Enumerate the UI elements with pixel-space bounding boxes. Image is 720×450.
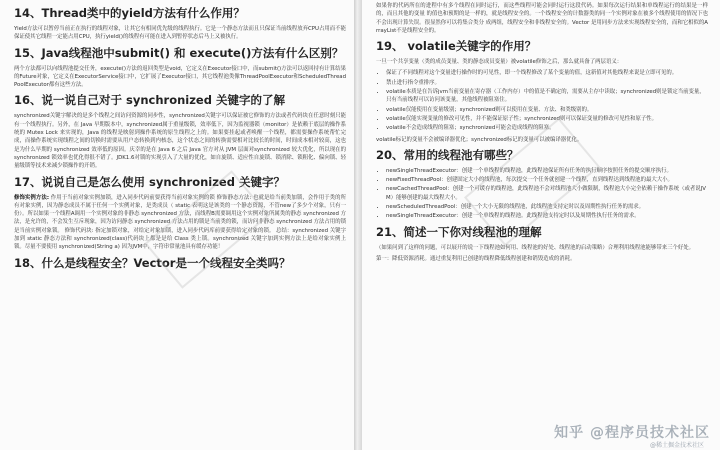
bullet-item: • volatile仅能使用在变量级别；synchronized则可以使用在变量、方法、和类级别的。	[386, 106, 708, 114]
bullet-item: • 保证了不同线程对这个变量进行操作时的可见性，即一个线程修改了某个变量的值，这新值对其他线程来说是立即可见的。	[386, 69, 708, 77]
bullet-item: • volatile本质是在告诉jvm当前变量在寄存器（工作内存）中的值是不确定的，需要从主存中读取；synchronized则是锁定当前变量，只有当前线程可以访问该变量，其他线程被阻塞住。	[386, 88, 708, 105]
paragraph-body: 作用于当前对象实例加锁，进入同步代码前要获得当前对象实例的锁 修饰静态方法: 也就是给当前类加锁，会作用于类的所有对象实例，因为静态成员不属于任何一个实例对象，是类成员（ static 表明这是该类的一个静态资源，不管new了多少个对象，只有一份）。所以如果一个线程A调用一个实例对象的非静态 synchronized 方法，而线程B需要调用这个实例对象所属类的静态 synchronized 方法，是允许的，不会发生互斥现象，因为访问静态 synchronized 方法占用的锁是当前类的锁，而访问非静态 synchronized 方法占用的锁是当前实例对象锁。 修饰代码块: 指定加锁对象，对给定对象加锁，进入同步代码库前要获得给定对象的锁。 总结：synchronized 关键字加到 static 静态方法和 synchronized(class)代码块上都是是给 Class 类上锁。synchronized 关键字加到实例方法上是给对象实例上锁。尽量不要使用 synchronized(String a) 因为JVM中，字符串常量池具有缓存功能！	[14, 194, 346, 251]
watermark-small: @稀土掘金技术社区	[649, 442, 704, 449]
bullet-list	[376, 69, 708, 132]
paragraph: 两个方法都可以向线程池提交任务，execute()方法的返回类型是void，它定义在Executor接口中，而submit()方法可以返回持有计算结果的Future对象，它定义在ExecutorService接口中，它扩展了Executor接口，其它线程池类像ThreadPoolExecutor和ScheduledThreadPoolExecutor都有这些方法。	[14, 65, 346, 89]
section-heading: 14、Thread类中的yield方法有什么作用？	[14, 6, 245, 20]
section-heading: 16、说一说自己对于 synchronized 关键字的了解	[14, 93, 285, 108]
bullet-item: • newSingleThreadExecutor：创建一个单线程的线程池。此线程池支持定时以及周期性执行任务的需求。	[386, 212, 708, 220]
paragraph: 如果你的代码所在的进程中有多个线程在同时运行，而这些线程可能会同时运行这段代码。如果每次运行结果和单线程运行的结果是一样的，而且其他的变量 的值也和预期的是一样的，就是线程安全的。一个线程安全的计数器类的同一个实例对象在被多个线程使用的情况下也不会出现计算失误。很显然你可以将集合类分 成两组，线程安全和非线程安全的。Vector 是用同步方法来实现线程安全的，而和它相似的ArrayList不是线程安全的。	[376, 3, 708, 34]
paragraph: 一旦一个共享变量（类的成员变量、类的静态成员变量）被volatile修饰之后，那么就具备了两层语义：	[376, 59, 623, 66]
bullet-item: • newSingleThreadExecutor：创建一个单线程的线程池，此线程池保证所有任务的执行顺序按照任务的提交顺序执行。	[386, 167, 708, 175]
bullet-item: • 禁止进行指令重排序。	[386, 79, 708, 87]
page-gutter	[354, 0, 362, 450]
paragraph: synchronized关键字解决的是多个线程之间访问资源的同步性，synchronized关键字可以保证被它修饰的方法或者代码块在任意时刻只能有一个线程执行。另外，在 Java 早期版本中，synchronized属于重量级锁，效率低下，因为监视器锁（monitor）是依赖于底层的操作系统的 Mutex Lock 来实现的，Java 的线程是映射到操作系统的原生线程之上的。如果要挂起或者唤醒一个线程，都需要操作系统帮忙完成，而操作系统实现线程之间的切换时需要从用户态转换到内核态，这个状态之间的转换需要相对比较长的时间，时间成本相对较高，这也是为什么早期的 synchronized 效率低的原因。庆幸的是在 Java 6 之后 Java 官方对从 JVM 层面对synchronized 较大优化，所以现在的 synchronized 锁效率也优化得很不错了。JDK1.6对锁的实现引入了大量的优化，如自旋锁、适应性自旋锁、锁消除、锁粗化、偏向锁、轻量级锁等技术来减少锁操作的开销。	[14, 113, 346, 170]
paragraph: 第一：降低资源消耗。通过重复利用已创建的线程降低线程创建和销毁造成的消耗。	[376, 255, 576, 262]
section-heading: 18、什么是线程安全？Vector是一个线程安全类吗？	[14, 255, 291, 270]
bullet-item: • volatile仅能实现变量的修改可见性，并不能保证原子性；synchronized则可以保证变量的修改可见性和原子性。	[386, 115, 708, 123]
right-page	[362, 0, 720, 450]
bullet-item: • newCachedThreadPool：创建一个可缓存的线程池，此线程池不会对线程池大小做限制，线程池大小完全依赖于操作系统（或者说JVM）能够创建的最大线程大小。	[386, 185, 708, 202]
section-heading: 21、简述一下你对线程池的理解	[376, 224, 542, 239]
watermark: 知乎 @程序员技术社区	[554, 425, 710, 441]
section-heading: 15、Java线程池中submit() 和 execute()方法有什么区别？	[14, 45, 344, 60]
section-heading: 20、常用的线程池有哪些？	[376, 147, 519, 162]
section-heading: 19、 volatile关键字的作用？	[376, 39, 537, 54]
bullet-item: • newFixedThreadPool：创建固定大小的线程池，每次提交一个任务就创建一个线程，直到线程达到线程池的最大大小。	[386, 176, 708, 184]
paragraph-lead: 修饰实例方法:	[14, 194, 49, 201]
paragraph: volatile标记的变量不会被编译器优化；synchronized标记的变量可以被编译器优化。	[376, 136, 583, 143]
bullet-item: • newScheduledThreadPool：创建一个大小无限的线程池，此线程池支持定时以及周期性执行任务的需求。	[386, 203, 708, 211]
bullet-item: • volatile不会造成线程的阻塞；synchronized可能会造成线程的阻塞。	[386, 124, 708, 132]
paragraph: Yield方法可以暂停当前正在执行的线程对象，让其它有相同优先级的线程执行。它是一个静态方法而且只保证当前线程放弃CPU占用而不能保证使其它线程一定能占用CPU，执行yield()的线程有可能在进入到暂停状态后马上又被执行。	[14, 26, 346, 41]
paragraph: （如果问到了这样的问题，可以展开的说一下线程池如何用、线程池的好处、线程池的启动策略）合理利用线程池能够带来三个好处。	[376, 244, 695, 251]
section-heading: 17、说说自己是怎么使用 synchronized 关键字？	[14, 174, 285, 189]
